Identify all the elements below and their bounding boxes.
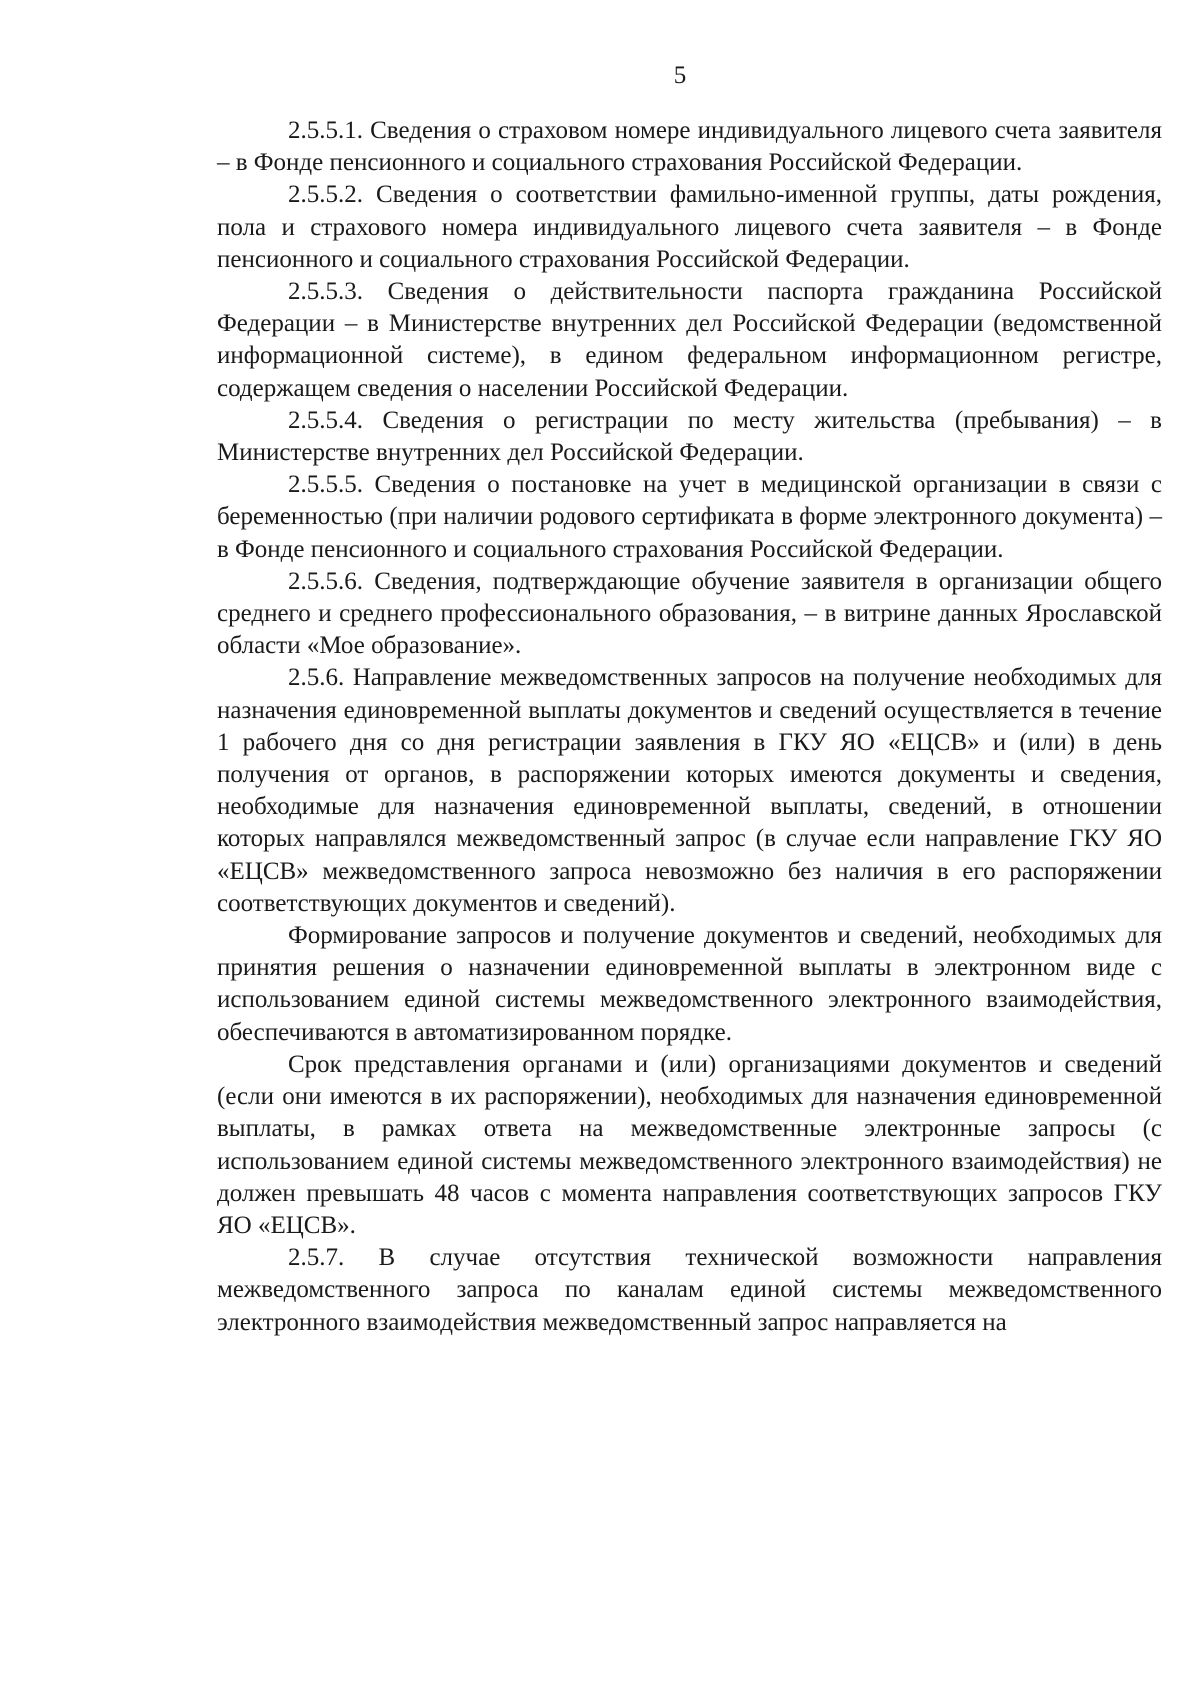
paragraph-2-5-5-6: 2.5.5.6. Сведения, подтверждающие обучение заявителя в организации общего среднего и среднего профессионального образования, – в витрине данных Ярославской области «Мое образование». [217, 567, 1162, 660]
paragraph-2-5-6: 2.5.6. Направление межведомственных запросов на получение необходимых для назначения единовременной выплаты документов и сведений осуществляется в течение 1 рабочего дня со дня регистрации заявления в ГКУ ЯО «ЕЦСВ» и (или) в день получения от органов, в распоряжении которых имеются документы и сведения, необходимые для назначения единовременной выплаты, сведений, в отношении которых направлялся межведомственный запрос (в случае если направление ГКУ ЯО «ЕЦСВ» межведомственного запроса невозможно без наличия в его распоряжении соответствующих документов и сведений). [217, 664, 1162, 917]
page-number: 5 [673, 62, 687, 89]
paragraph-2-5-5-2: 2.5.5.2. Сведения о соответствии фамильно-именной группы, даты рождения, пола и страхового номера индивидуального лицевого счета заявителя – в Фонде пенсионного и социального страхования Российской Федерации. [217, 181, 1162, 273]
paragraph-2-5-5-3: 2.5.5.3. Сведения о действительности паспорта гражданина Российской Федерации – в Министерстве внутренних дел Российской Федерации (ведомственной информационной системе), в едином федеральном информационном регистре, содержащем сведения о населении Российской Федерации. [217, 278, 1162, 402]
paragraph-requests-formation: Формирование запросов и получение документов и сведений, необходимых для принятия решения о назначении единовременной выплаты в электронном виде с использованием единой системы межведомственного электронного взаимодействия, обеспечиваются в автоматизированном порядке. [217, 922, 1162, 1046]
paragraph-2-5-5-5: 2.5.5.5. Сведения о постановке на учет в медицинской организации в связи с беременностью (при наличии родового сертификата в форме электронного документа) – в Фонде пенсионного и социального страхования Российской Федерации. [217, 471, 1162, 563]
paragraph-2-5-5-1: 2.5.5.1. Сведения о страховом номере индивидуального лицевого счета заявителя – в Фонде пенсионного и социального страхования Российской Федерации. [217, 117, 1162, 177]
paragraph-response-deadline: Срок представления органами и (или) организациями документов и сведений (если они имеются в их распоряжении), необходимых для назначения единовременной выплаты, в рамках ответа на межведомственные электронные запросы (с использованием единой системы межведомственного электронного взаимодействия) не должен превышать 48 часов с момента направления соответствующих запросов ГКУ ЯО «ЕЦСВ». [217, 1050, 1162, 1239]
paragraph-2-5-5-4: 2.5.5.4. Сведения о регистрации по месту жительства (пребывания) – в Министерстве внутренних дел Российской Федерации. [217, 406, 1162, 467]
paragraph-2-5-7: 2.5.7. В случае отсутствия технической возможности направления межведомственного запроса по каналам единой системы межведомственного электронного взаимодействия межведомственный запрос направляется на [217, 1244, 1162, 1336]
document-body [217, 115, 1162, 1339]
